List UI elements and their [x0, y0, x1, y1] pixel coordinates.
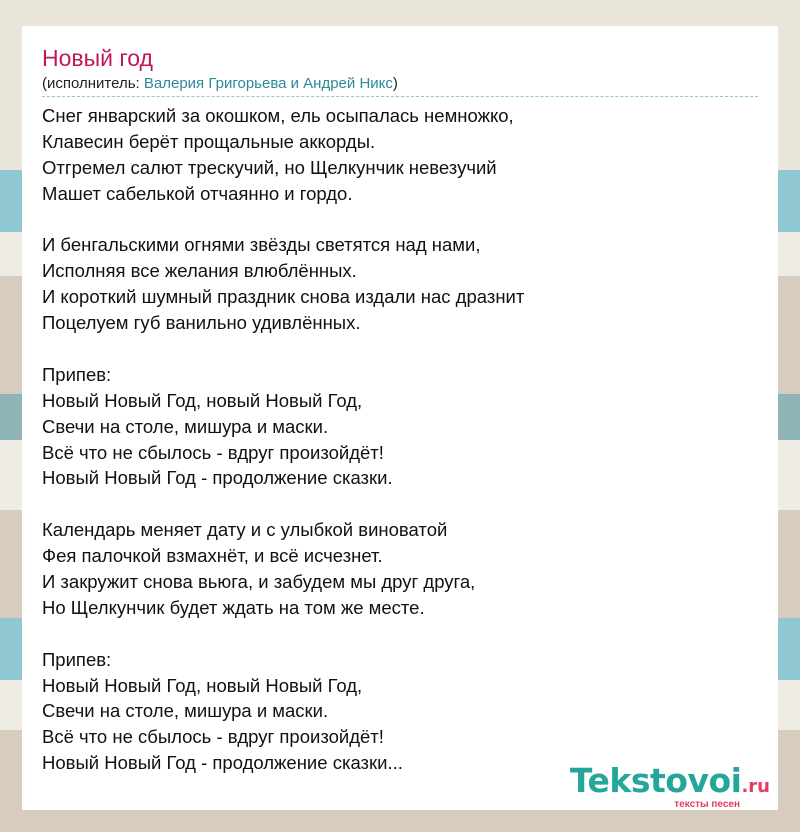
- lyric-line: Новый Новый Год, новый Новый Год,: [42, 674, 363, 696]
- lyric-line: Свечи на столе, мишура и маски.: [42, 415, 329, 437]
- artist-line: [42, 74, 758, 97]
- lyric-line: Поцелуем губ ванильно удивлённых.: [42, 312, 361, 334]
- chorus-label: Припев:: [42, 363, 112, 385]
- chorus-label: Припев:: [42, 648, 112, 670]
- lyric-line: Новый Новый Год - продолжение сказки...: [42, 752, 403, 774]
- stanza-chorus-1: [42, 362, 758, 491]
- lyric-line: Календарь меняет дату и с улыбкой виноватой: [42, 519, 448, 541]
- lyrics-body: [42, 103, 758, 776]
- lyric-line: Новый Новый Год, новый Новый Год,: [42, 389, 363, 411]
- lyric-line: Всё что не сбылось - вдруг произойдёт!: [42, 441, 384, 463]
- logo-brand: Tekstovoi: [569, 761, 742, 800]
- lyric-line: Отгремел салют трескучий, но Щелкунчик невезучий: [42, 156, 497, 178]
- stanza-3: [42, 517, 758, 621]
- lyric-line: Исполняя все желания влюблённых.: [42, 260, 357, 282]
- logo-tld: .ru: [741, 776, 770, 797]
- lyric-line: Клавесин берёт прощальные аккорды.: [42, 130, 376, 152]
- lyric-line: Всё что не сбылось - вдруг произойдёт!: [42, 726, 384, 748]
- stanza-2: [42, 232, 758, 336]
- lyric-line: И закружит снова вьюга, и забудем мы друг друга,: [42, 571, 476, 593]
- artist-suffix: ): [392, 75, 398, 92]
- lyrics-card: [22, 26, 778, 810]
- song-title: Новый год: [42, 45, 153, 71]
- lyric-line: Свечи на столе, мишура и маски.: [42, 700, 329, 722]
- lyric-line: И короткий шумный праздник снова издали нас дразнит: [42, 286, 525, 308]
- lyric-line: Новый Новый Год - продолжение сказки.: [42, 467, 393, 489]
- artist-link[interactable]: Валерия Григорьева и Андрей Никс: [143, 75, 393, 92]
- site-logo[interactable]: [570, 763, 770, 810]
- song-header: [42, 44, 758, 97]
- logo-tagline: тексты песен: [674, 799, 740, 810]
- artist-prefix: (исполнитель:: [42, 75, 144, 92]
- stanza-chorus-2: [42, 647, 758, 776]
- lyric-line: Фея палочкой взмахнёт, и всё исчезнет.: [42, 545, 383, 567]
- lyric-line: И бенгальскими огнями звёзды светятся над нами,: [42, 234, 481, 256]
- lyric-line: Но Щелкунчик будет ждать на том же месте.: [42, 596, 425, 618]
- lyric-line: Машет сабелькой отчаянно и гордо.: [42, 182, 353, 204]
- stanza-1: [42, 103, 758, 207]
- lyric-line: Снег январский за окошком, ель осыпалась немножко,: [42, 105, 514, 126]
